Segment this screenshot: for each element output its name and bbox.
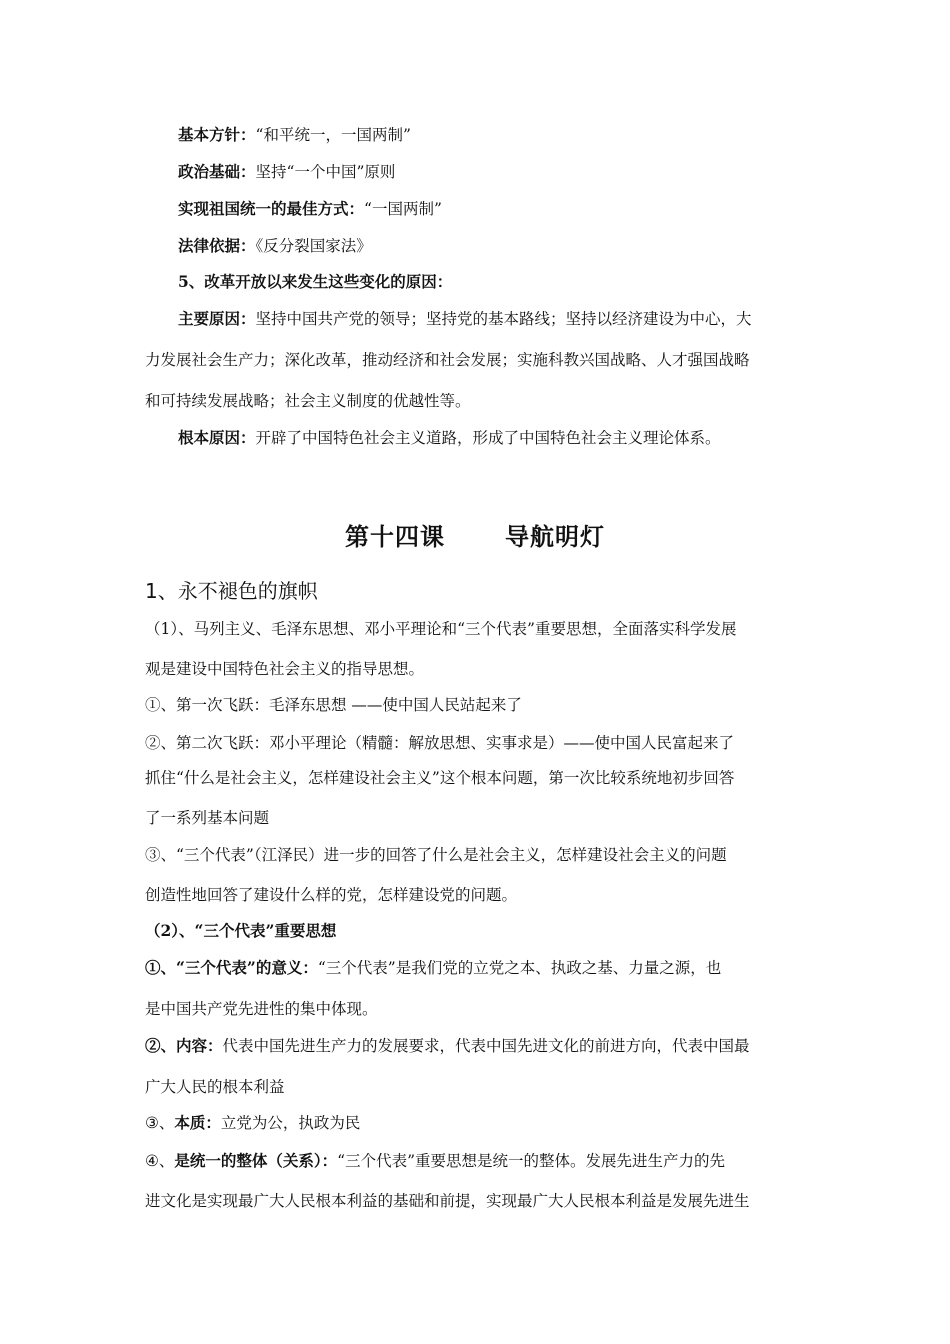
paragraph: ①、第一次飞跃：毛泽东思想 ——使中国人民站起来了	[145, 696, 522, 714]
reasons-heading: 5、改革开放以来发生这些变化的原因：	[178, 272, 453, 291]
political-basis-line: 政治基础：坚持“一个中国”原则	[178, 162, 396, 181]
legal-basis-line: 法律依据：《反分裂国家法》	[178, 236, 372, 255]
paragraph: 是中国共产党先进性的集中体现。	[145, 1000, 378, 1018]
lesson-number: 第十四课	[345, 522, 445, 551]
paragraph: ②、第二次飞跃：邓小平理论（精髓：解放思想、实事求是）——使中国人民富起来了	[145, 734, 735, 752]
subheading: （2）、“三个代表”重要思想	[145, 921, 337, 940]
best-way-line: 实现祖国统一的最佳方式：“一国两制”	[178, 199, 442, 218]
section-title: 1、永不褪色的旗帜	[145, 579, 318, 603]
paragraph: ③、本质：立党为公，执政为民	[145, 1113, 361, 1132]
main-reason-line: 主要原因：坚持中国共产党的领导；坚持党的基本路线；坚持以经济建设为中心，大	[178, 309, 752, 328]
paragraph: 抓住“什么是社会主义，怎样建设社会主义”这个根本问题，第一次比较系统地初步回答	[145, 769, 735, 787]
main-reason-cont-2: 和可持续发展战略；社会主义制度的优越性等。	[145, 392, 471, 410]
paragraph: ①、“三个代表”的意义：“三个代表”是我们党的立党之本、执政之基、力量之源，也	[145, 958, 722, 977]
paragraph: 观是建设中国特色社会主义的指导思想。	[145, 660, 425, 678]
paragraph: 了一系列基本问题	[145, 809, 270, 827]
paragraph: 广大人民的根本利益	[145, 1078, 285, 1096]
lesson-title	[0, 522, 950, 552]
main-reason-cont-1: 力发展社会生产力；深化改革，推动经济和社会发展；实施科教兴国战略、人才强国战略	[145, 351, 750, 369]
paragraph: （1）、马列主义、毛泽东思想、邓小平理论和“三个代表”重要思想，全面落实科学发展	[145, 620, 737, 638]
root-reason-line: 根本原因：开辟了中国特色社会主义道路，形成了中国特色社会主义理论体系。	[178, 428, 721, 447]
paragraph: ③、“三个代表”（江泽民）进一步的回答了什么是社会主义，怎样建设社会主义的问题	[145, 846, 727, 864]
paragraph: ②、内容：代表中国先进生产力的发展要求，代表中国先进文化的前进方向，代表中国最	[145, 1036, 750, 1055]
paragraph: 创造性地回答了建设什么样的党，怎样建设党的问题。	[145, 886, 518, 904]
policy-line: 基本方针：“和平统一，一国两制”	[178, 125, 411, 144]
paragraph: 进文化是实现最广大人民根本利益的基础和前提，实现最广大人民根本利益是发展先进生	[145, 1192, 750, 1210]
lesson-name: 导航明灯	[505, 522, 605, 551]
paragraph: ④、是统一的整体（关系）：“三个代表”重要思想是统一的整体。发展先进生产力的先	[145, 1151, 726, 1170]
